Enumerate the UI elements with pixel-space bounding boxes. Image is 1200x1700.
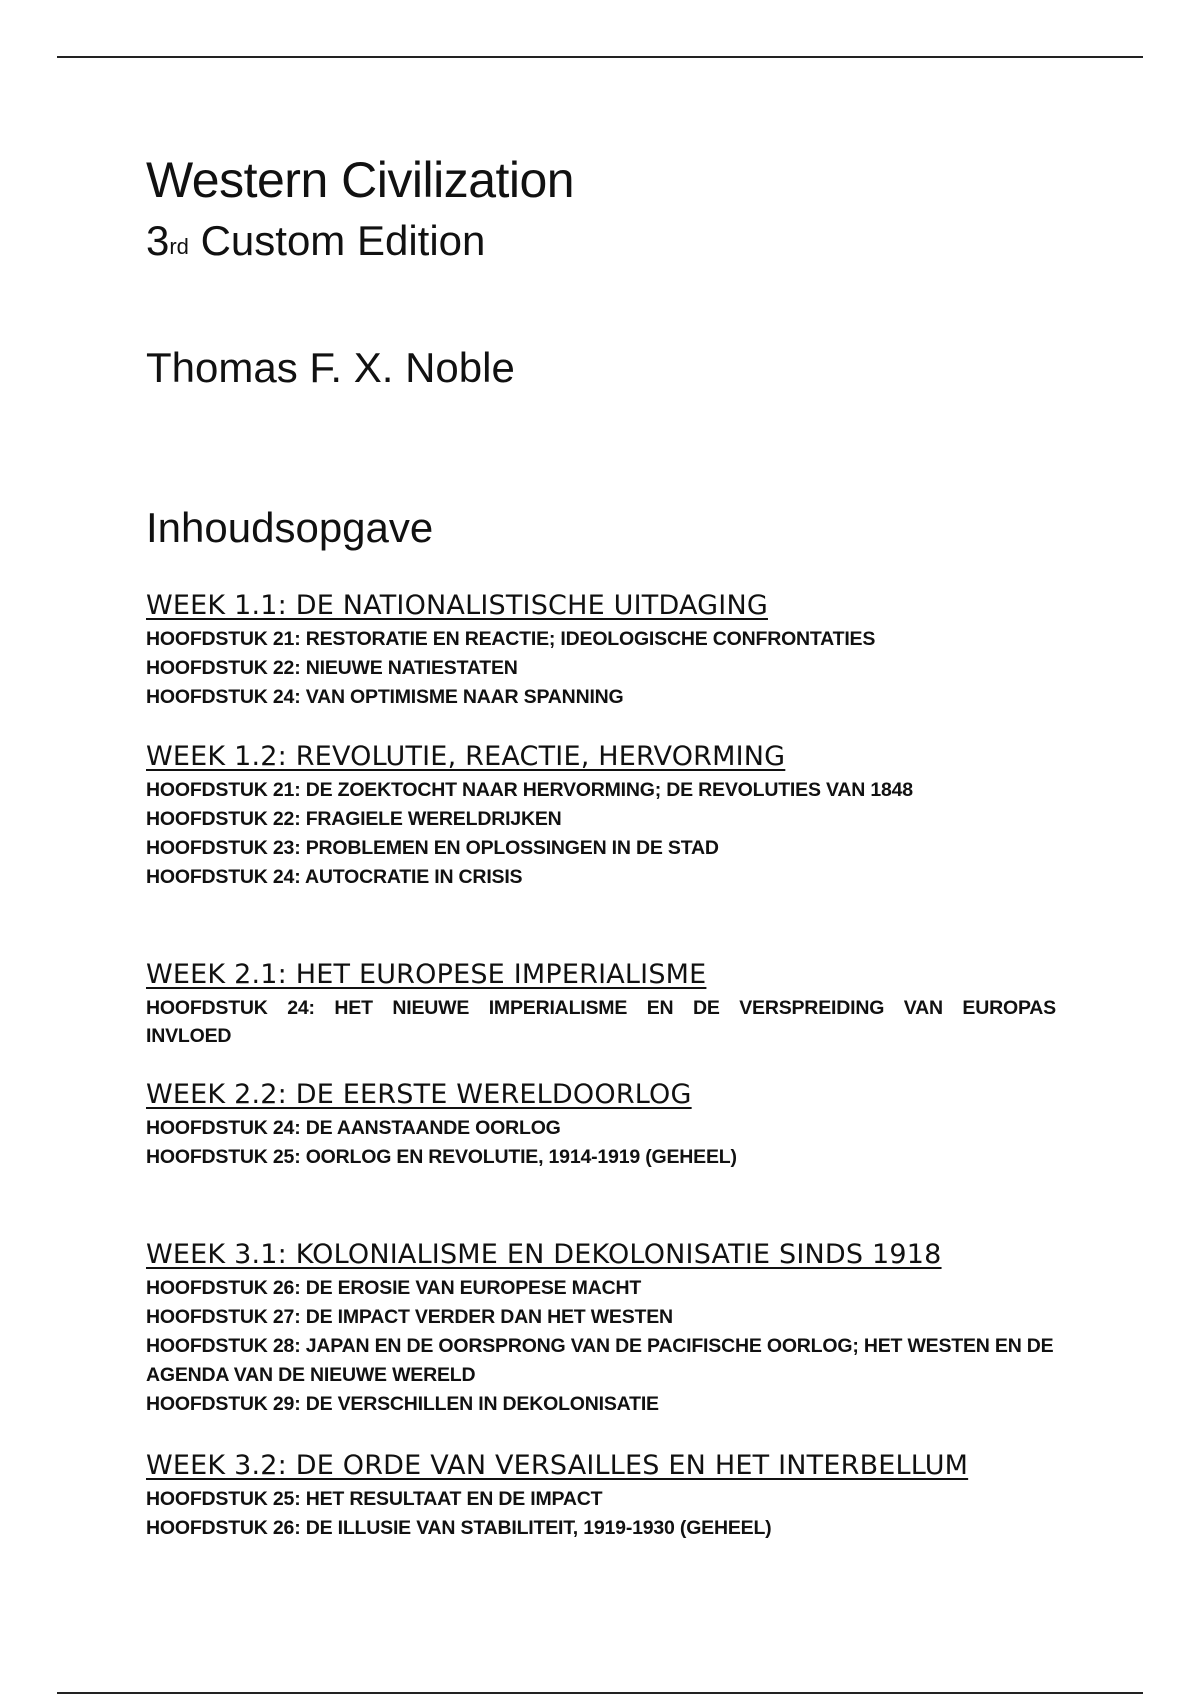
top-rule <box>57 56 1143 58</box>
bottom-rule <box>57 1692 1143 1694</box>
edition-number: 3 <box>146 217 170 264</box>
chapter-item: HOOFDSTUK 21: DE ZOEKTOCHT NAAR HERVORMING; DE REVOLUTIES VAN 1848 <box>146 778 913 801</box>
week-section <box>146 1449 1056 1543</box>
week-title-link[interactable]: WEEK 3.2: DE ORDE VAN VERSAILLES EN HET INTERBELLUM <box>146 1449 969 1481</box>
chapter-item: HOOFDSTUK 23: PROBLEMEN EN OPLOSSINGEN IN DE STAD <box>146 836 719 859</box>
edition-label: Custom Edition <box>200 217 486 264</box>
chapter-item: HOOFDSTUK 22: FRAGIELE WERELDRIJKEN <box>146 807 562 830</box>
chapter-list <box>146 1114 1056 1172</box>
chapter-item: HOOFDSTUK 24: VAN OPTIMISME NAAR SPANNING <box>146 685 624 708</box>
week-title-link[interactable]: WEEK 1.1: DE NATIONALISTISCHE UITDAGING <box>146 589 768 621</box>
chapter-list <box>146 994 1056 1050</box>
week-title-link[interactable]: WEEK 1.2: REVOLUTIE, REACTIE, HERVORMING <box>146 740 786 772</box>
toc-heading: Inhoudsopgave <box>146 504 434 551</box>
week-section <box>146 1078 1056 1172</box>
chapter-item: HOOFDSTUK 26: DE EROSIE VAN EUROPESE MACHT <box>146 1276 642 1299</box>
edition-line <box>146 216 1056 266</box>
chapter-item: HOOFDSTUK 24: AUTOCRATIE IN CRISIS <box>146 865 523 888</box>
chapter-list <box>146 776 1056 892</box>
week-title-link[interactable]: WEEK 3.1: KOLONIALISME EN DEKOLONISATIE SINDS 1918 <box>146 1238 942 1270</box>
chapter-item: HOOFDSTUK 22: NIEUWE NATIESTATEN <box>146 656 518 679</box>
chapter-item: HOOFDSTUK 24: HET NIEUWE IMPERIALISME EN DE VERSPREIDING VAN EUROPAS INVLOED <box>146 996 1056 1047</box>
chapter-item: HOOFDSTUK 25: OORLOG EN REVOLUTIE, 1914-1919 (GEHEEL) <box>146 1145 737 1168</box>
edition-suffix: rd <box>169 234 189 259</box>
chapter-item: HOOFDSTUK 28: JAPAN EN DE OORSPRONG VAN DE PACIFISCHE OORLOG; HET WESTEN EN DE AGENDA VAN DE NIEUWE WERELD <box>146 1334 1054 1386</box>
week-title-link[interactable]: WEEK 2.2: DE EERSTE WERELDOORLOG <box>146 1078 692 1110</box>
week-section <box>146 589 1056 712</box>
week-title-link[interactable]: WEEK 2.1: HET EUROPESE IMPERIALISME <box>146 958 707 990</box>
table-of-contents <box>146 589 1056 1543</box>
chapter-list <box>146 625 1056 712</box>
chapter-list <box>146 1485 1056 1543</box>
document-title: Western Civilization <box>146 152 575 208</box>
chapter-item: HOOFDSTUK 26: DE ILLUSIE VAN STABILITEIT, 1919-1930 (GEHEEL) <box>146 1516 772 1539</box>
week-section <box>146 1238 1056 1419</box>
chapter-item: HOOFDSTUK 24: DE AANSTAANDE OORLOG <box>146 1116 561 1139</box>
chapter-item: HOOFDSTUK 25: HET RESULTAAT EN DE IMPACT <box>146 1487 603 1510</box>
chapter-item: HOOFDSTUK 21: RESTORATIE EN REACTIE; IDEOLOGISCHE CONFRONTATIES <box>146 627 876 650</box>
chapter-item: HOOFDSTUK 27: DE IMPACT VERDER DAN HET WESTEN <box>146 1305 673 1328</box>
week-section <box>146 958 1056 1050</box>
document-page <box>146 150 1056 1543</box>
chapter-item: HOOFDSTUK 29: DE VERSCHILLEN IN DEKOLONISATIE <box>146 1392 659 1415</box>
chapter-list <box>146 1274 1056 1419</box>
author-name: Thomas F. X. Noble <box>146 344 515 391</box>
week-section <box>146 740 1056 892</box>
